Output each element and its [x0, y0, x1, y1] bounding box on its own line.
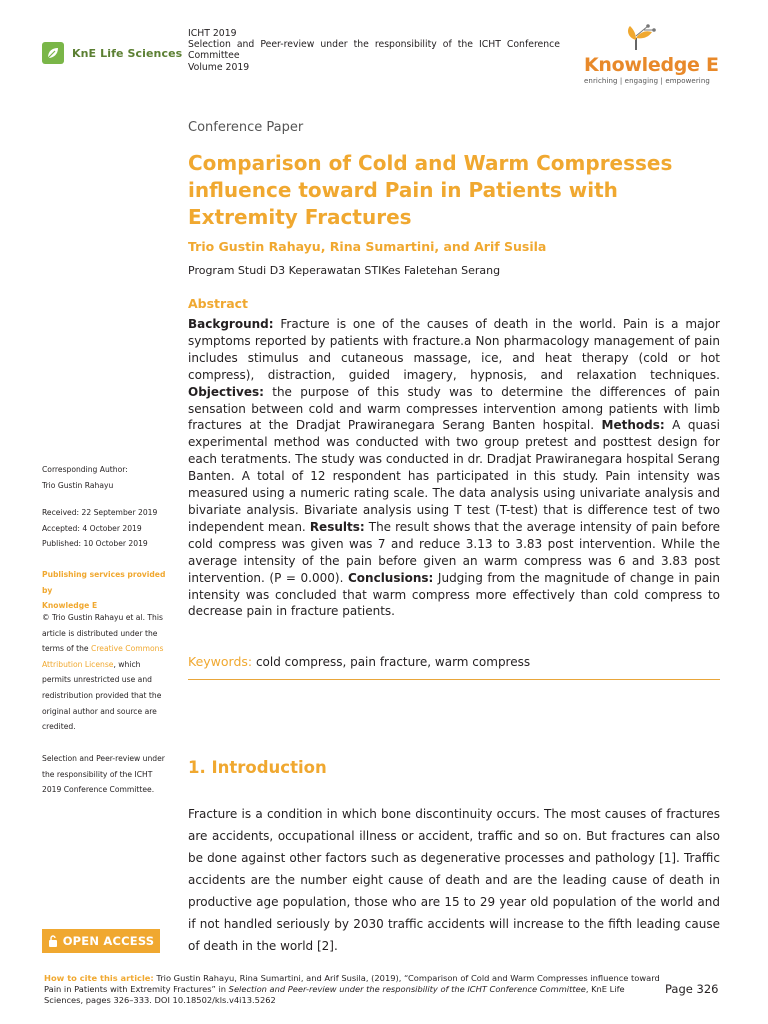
license-line-2: article is distributed under the	[42, 628, 158, 638]
abstract-body	[188, 316, 720, 620]
license-note	[42, 610, 176, 735]
publishing-services-line: Publishing services provided by	[42, 570, 166, 595]
publisher-logo	[584, 22, 734, 85]
objectives-label: Objectives:	[188, 384, 264, 399]
corresponding-name: Trio Gustin Rahayu	[42, 480, 114, 490]
article-dates	[42, 505, 176, 552]
license-line-6: redistribution provided that the	[42, 690, 162, 700]
keywords-text: cold compress, pain fracture, warm compress	[255, 655, 531, 669]
keywords-label: Keywords:	[188, 654, 253, 669]
open-access-label: OPEN ACCESS	[62, 934, 155, 948]
corresponding-author	[42, 462, 176, 493]
background-text: Fracture is one of the causes of death in the world. Pain is a major symptoms reported by patients with fracture.a Non pharmacology management of pain includes stimulus and cutaneous massage, ice, and heat therapy (cold or hot compress), distraction, guided imagery, hypnosis, and relaxation techniques.	[188, 317, 720, 382]
review-line-1: Selection and Peer-review under the responsibility of the ICHT Conference	[188, 39, 560, 51]
selection-line-1: Selection and Peer-review under	[42, 754, 165, 763]
review-line-2: Committee	[188, 50, 240, 62]
cite-label: How to cite this article:	[44, 973, 154, 983]
introduction-text: Fracture is a condition in which bone discontinuity occurs. The most causes of fractures are accidents, occupational illness or accident, traffic and so on. But fractures can also be done against other factors such as degenerative processes and pathology [1]. Traffic accidents are the number eight cause of death and are the leading cause of death in productive age population, those who are 15 to 29 year old population of the world and if not handled seriously by 2030 traffic accidents will increase to the fifth leading cause of death in the world [2].	[188, 807, 720, 953]
publisher-tagline: enriching | engaging | empowering	[584, 77, 710, 85]
open-lock-icon	[48, 935, 58, 947]
page-number: Page 326	[665, 982, 719, 996]
journal-name: KnE Life Sciences	[72, 46, 183, 60]
cite-line-3: , KnE Life	[585, 984, 625, 995]
tree-logo-icon	[614, 22, 674, 52]
objectives-text: the purpose of this study was to determine the differences of pain sensation between cold and warm compresses intervention among patients with limb fractures at the Dradjat Prawiranegara Serang Banten hospital.	[188, 384, 720, 433]
keywords	[188, 654, 530, 669]
methods-label: Methods:	[601, 418, 665, 433]
author-list: Trio Gustin Rahayu, Rina Sumartini, and Arif Susila	[188, 239, 547, 254]
publisher-wordmark: Knowledge E	[584, 54, 719, 76]
cite-line-4: Sciences, pages 326–333. DOI 10.18502/kls.v4i13.5262	[44, 995, 276, 1006]
creative-commons-link[interactable]: Creative Commons	[91, 644, 164, 654]
selection-line-2: the responsibility of the ICHT	[42, 769, 153, 779]
journal-brand	[42, 42, 182, 64]
license-line-7: original author and source are	[42, 706, 157, 716]
copyright-icon: ©	[42, 613, 50, 622]
received-date: Received: 22 September 2019	[42, 508, 158, 517]
background-label: Background:	[188, 317, 274, 331]
conclusions-text: Judging from the magnitude of change in pain intensity was concluded that warm compress more effectively than cold compress to decrease pain in fracture patients.	[188, 570, 720, 619]
cite-line-2: Pain in Patients with Extremity Fractures” in	[44, 984, 227, 995]
cite-line-1: Trio Gustin Rahayu, Rina Sumartini, and Arif Susila, (2019), “Comparison of Cold and Warm Compresses influence toward	[156, 973, 660, 983]
license-line-5: permits unrestricted use and	[42, 675, 152, 685]
selection-note	[42, 751, 176, 798]
accepted-date: Accepted: 4 October 2019	[42, 523, 142, 533]
methods-text: A quasi experimental method was conducted with two group pretest and posttest design for each teratments. The study was conducted in dr. Dradjat Prawiranegara hospital Serang Banten. A total of 12 respondent has participated in this study. Pain intensity was measured using a numeric rating scale. The data analysis using univariate analysis and bivariate analysis. Bivariate analysis using T test (T-test) that is difference test of two independent mean.	[188, 418, 720, 534]
conclusions-label: Conclusions:	[347, 570, 434, 585]
article-type: Conference Paper	[188, 120, 304, 135]
citation	[44, 973, 662, 1007]
selection-line-3: 2019 Conference Committee.	[42, 785, 155, 795]
abstract-heading: Abstract	[188, 296, 249, 311]
results-text: The result shows that the average intensity of pain before cold compress was given was 7 and reduce 3.13 to 3.83 post intervention. While the average intensity of the pain before given an warm compress was 6 and 3.83 post intervention. (P = 0.000).	[188, 519, 721, 585]
license-line-3: terms of the	[42, 644, 92, 654]
license-line-8: credited.	[42, 722, 76, 732]
conference-name: ICHT 2019	[188, 28, 237, 39]
leaf-icon	[42, 42, 64, 64]
license-line-4: , which	[113, 659, 141, 669]
divider	[188, 679, 720, 680]
conference-info	[188, 28, 560, 73]
published-date: Published: 10 October 2019	[42, 539, 148, 549]
corresponding-label: Corresponding Author:	[42, 465, 128, 474]
attribution-license-link[interactable]: Attribution License	[42, 659, 114, 669]
license-line-1: Trio Gustin Rahayu et al. This	[52, 613, 163, 622]
publishing-services	[42, 567, 176, 614]
volume: Volume 2019	[188, 61, 250, 73]
section-heading-introduction: 1. Introduction	[188, 758, 327, 777]
publishing-services-name: Knowledge E	[42, 601, 98, 611]
cite-journal: Selection and Peer-review under the responsibility of the ICHT Conference Committee	[228, 984, 586, 995]
paper-title: Comparison of Cold and Warm Compresses influence toward Pain in Patients with Extremity Fractures	[188, 151, 673, 229]
open-access-badge	[42, 929, 160, 953]
results-label: Results:	[309, 519, 365, 534]
affiliation: Program Studi D3 Keperawatan STIKes Faletehan Serang	[188, 264, 501, 277]
